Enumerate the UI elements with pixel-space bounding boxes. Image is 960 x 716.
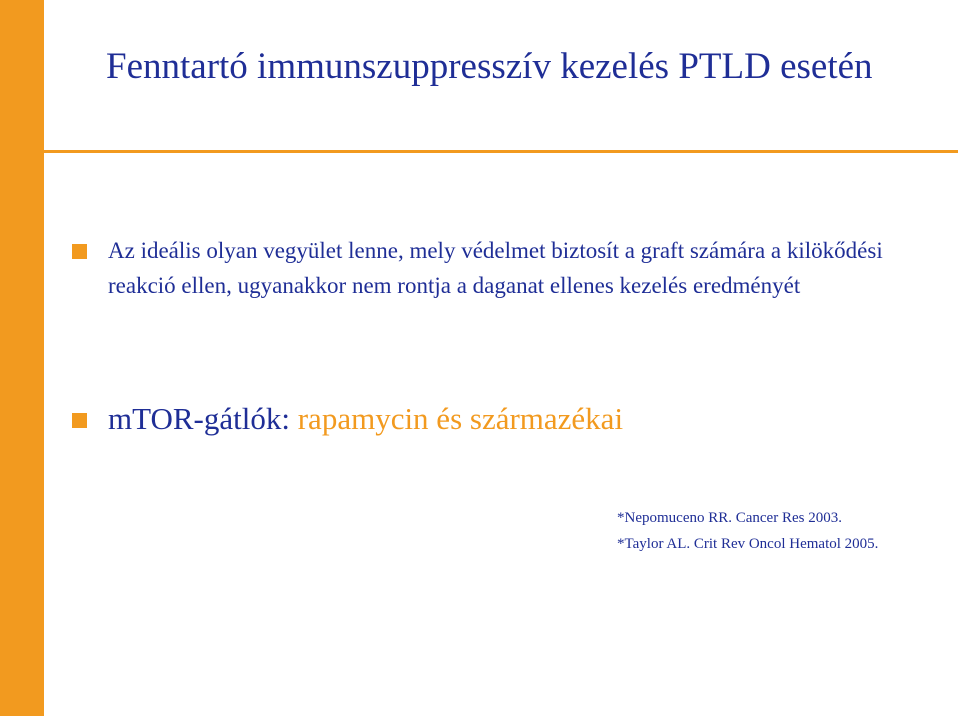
title-divider xyxy=(44,150,958,153)
bullet-ideal-compound xyxy=(72,233,932,303)
mtor-label: mTOR-gátlók: xyxy=(108,401,298,436)
bullet-mtor-inhibitors xyxy=(72,399,932,439)
rapamycin-highlight: rapamycin és származékai xyxy=(297,401,624,436)
left-accent-bar xyxy=(0,0,44,716)
bullet-text xyxy=(108,399,932,439)
slide-title: Fenntartó immunszuppresszív kezelés PTLD esetén xyxy=(106,46,873,87)
square-bullet-icon xyxy=(72,413,87,428)
references xyxy=(617,505,947,557)
reference-item: *Nepomuceno RR. Cancer Res 2003. xyxy=(617,510,842,526)
reference-item: *Taylor AL. Crit Rev Oncol Hematol 2005. xyxy=(617,536,879,552)
bullet-text: Az ideális olyan vegyület lenne, mely védelmet biztosít a graft számára a kilökődési reakció ellen, ugyanakkor nem rontja a daganat ellenes kezelés eredményét xyxy=(108,238,883,298)
square-bullet-icon xyxy=(72,244,87,259)
